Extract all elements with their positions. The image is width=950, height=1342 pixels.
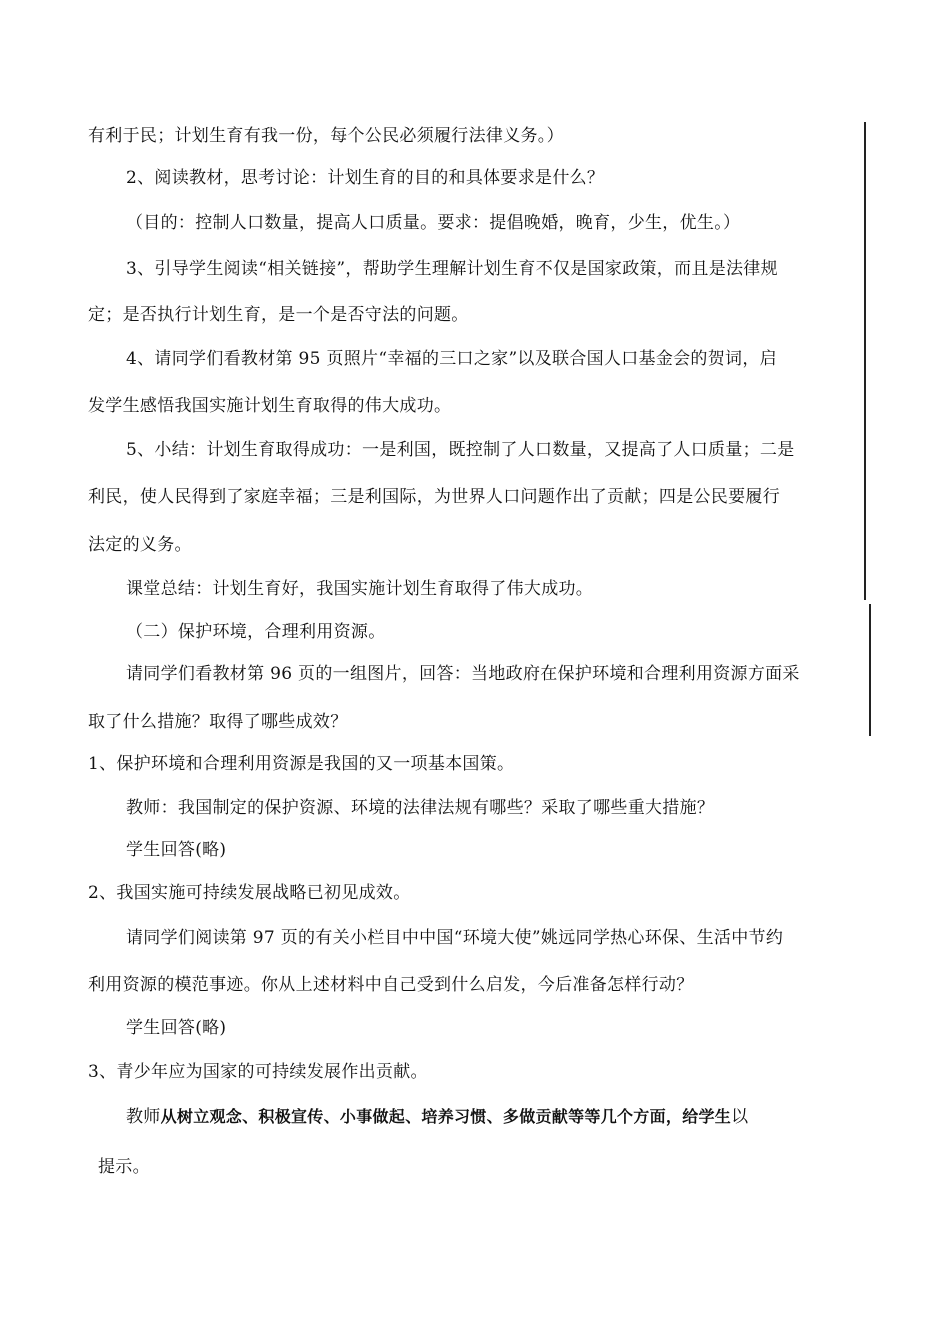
paragraph-line: 定；是否执行计划生育，是一个是否守法的问题。 (88, 305, 469, 325)
paragraph-line: 2、阅读教材，思考讨论：计划生育的目的和具体要求是什么？ (126, 168, 605, 188)
final-paragraph-emphasis: 从树立观念、积极宣传、小事做起、培养习惯、多做贡献等等几个方面，给学生 (160, 1107, 732, 1126)
paragraph-line: 5、小结：计划生育取得成功：一是利国，既控制了人口数量，又提高了人口质量；二是 (126, 440, 795, 460)
paragraph-line: 取了什么措施？取得了哪些成效？ (88, 712, 348, 732)
paragraph-line: 学生回答(略) (126, 840, 227, 860)
paragraph-line: 3、引导学生阅读“相关链接”，帮助学生理解计划生育不仅是国家政策，而且是法律规 (126, 259, 778, 279)
paragraph-line: 利民，使人民得到了家庭幸福；三是利国际，为世界人口问题作出了贡献；四是公民要履行 (88, 487, 780, 507)
paragraph-line: 2、我国实施可持续发展战略已初见成效。 (88, 883, 411, 903)
paragraph-line: 3、青少年应为国家的可持续发展作出贡献。 (88, 1062, 428, 1082)
paragraph-line: 利用资源的模范事迹。你从上述材料中自己受到什么启发，今后准备怎样行动？ (88, 975, 694, 995)
paragraph-line: 1、保护环境和合理利用资源是我国的又一项基本国策。 (88, 754, 515, 774)
paragraph-line: 课堂总结：计划生育好，我国实施计划生育取得了伟大成功。 (126, 579, 594, 599)
paragraph-line: 请同学们看教材第 96 页的一组图片，回答：当地政府在保护环境和合理利用资源方面采 (126, 664, 800, 684)
final-paragraph-tail: 以 (731, 1107, 749, 1127)
paragraph-line: 有利于民；计划生育有我一份，每个公民必须履行法律义务。） (88, 126, 564, 146)
final-paragraph-line-2: 提示。 (98, 1157, 150, 1177)
paragraph-line: （二）保护环境，合理利用资源。 (126, 622, 386, 642)
paragraph-line: 教师：我国制定的保护资源、环境的法律法规有哪些？采取了哪些重大措施？ (126, 798, 715, 818)
paragraph-line: 学生回答(略) (126, 1018, 227, 1038)
paragraph-line: 法定的义务。 (88, 535, 192, 555)
paragraph-line: （目的：控制人口数量，提高人口质量。要求：提倡晚婚，晚育，少生，优生。） (126, 213, 741, 233)
final-paragraph-lead: 教师 (126, 1107, 161, 1127)
final-paragraph-line (126, 1105, 950, 1129)
paragraph-line: 发学生感悟我国实施计划生育取得的伟大成功。 (88, 396, 452, 416)
paragraph-line: 4、请同学们看教材第 95 页照片“幸福的三口之家”以及联合国人口基金会的贺词，启 (126, 349, 777, 369)
paragraph-line: 请同学们阅读第 97 页的有关小栏目中中国“环境大使”姚远同学热心环保、生活中节约 (126, 928, 784, 948)
